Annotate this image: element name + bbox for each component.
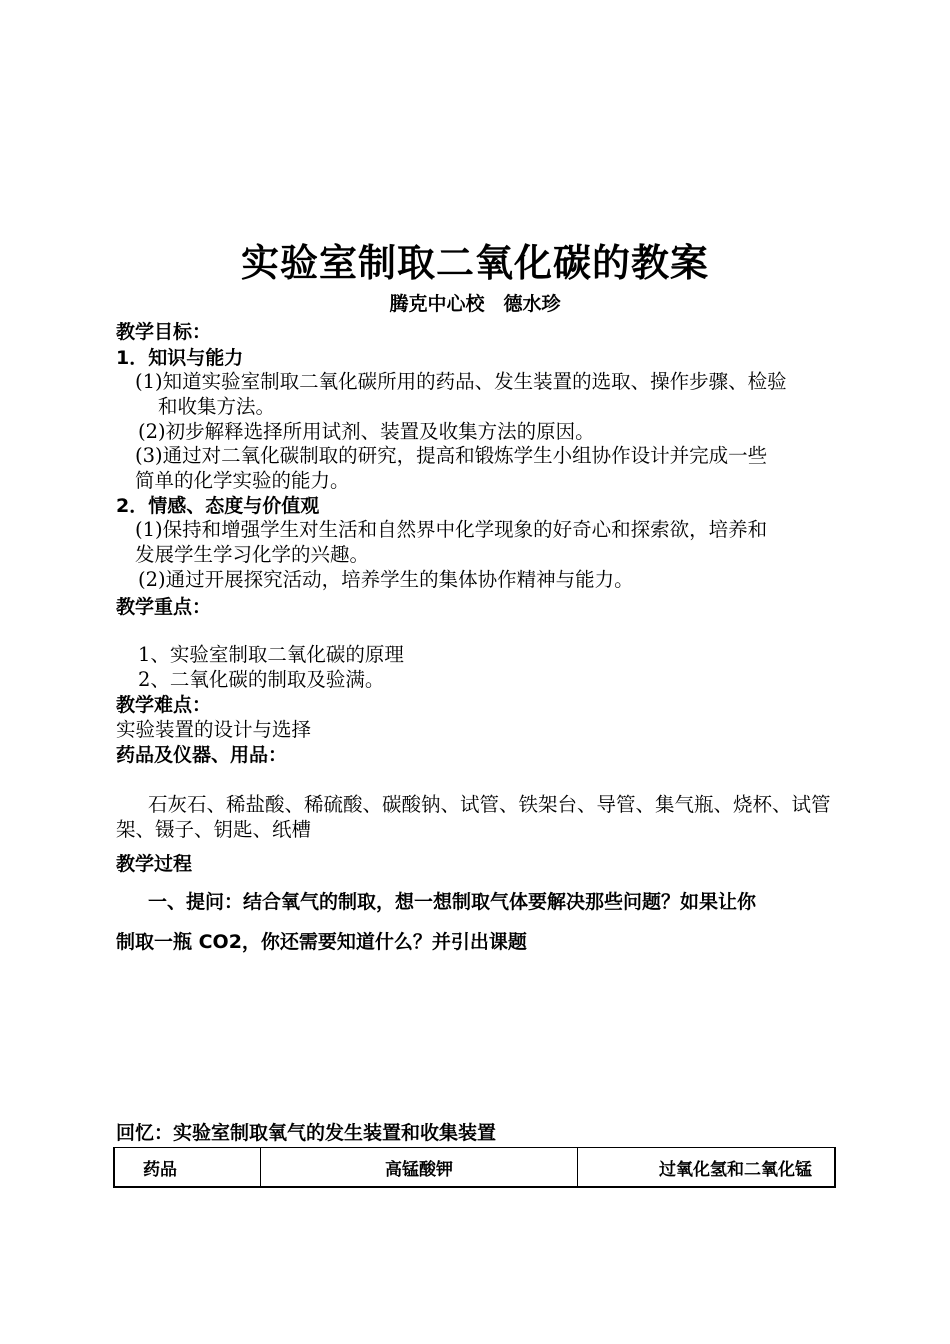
review-table: [113, 1147, 836, 1188]
materials-line1: 石灰石、稀盐酸、稀硫酸、碳酸钠、试管、铁架台、导管、集气瓶、烧杯、试管: [148, 793, 831, 816]
objective-1-3-line1: (3)通过对二氧化碳制取的研究，提高和锻炼学生小组协作设计并完成一些: [135, 444, 768, 467]
process-question-line2: 制取一瓶 CO2，你还需要知道什么？并引出课题: [116, 931, 527, 953]
cell-drug-label: 药品: [143, 1159, 177, 1180]
knowledge-ability-heading: 1．知识与能力: [116, 347, 244, 369]
review-heading: 回忆：实验室制取氧气的发生装置和收集装置: [116, 1122, 497, 1144]
objective-1-2: (2)初步解释选择所用试剂、装置及收集方法的原因。: [138, 420, 595, 443]
key-point-1: 1、实验室制取二氧化碳的原理: [138, 643, 404, 666]
objective-1-1-line1: (1)知道实验室制取二氧化碳所用的药品、发生装置的选取、操作步骤、检验: [135, 370, 787, 393]
table-cell: [261, 1148, 578, 1188]
document-title: 实验室制取二氧化碳的教案: [240, 241, 709, 285]
cell-hydrogen-peroxide: 过氧化氢和二氧化锰: [659, 1159, 812, 1180]
objective-1-1-line2: 和收集方法。: [158, 395, 276, 418]
objective-2-2: (2)通过开展探究活动，培养学生的集体协作精神与能力。: [138, 568, 634, 591]
key-point-2: 2、二氧化碳的制取及验满。: [138, 668, 385, 691]
attitude-values-heading: 2．情感、态度与价值观: [116, 495, 320, 517]
materials-line2: 架、镊子、钥匙、纸槽: [116, 818, 312, 841]
process-heading: 教学过程: [116, 853, 193, 875]
objectives-heading: 教学目标：: [116, 321, 212, 343]
materials-heading: 药品及仪器、用品：: [116, 744, 288, 766]
process-question-line1: 一、提问：结合氧气的制取，想一想制取气体要解决那些问题？如果让你: [148, 891, 757, 913]
table-row: [114, 1148, 835, 1188]
objective-2-1-line1: (1)保持和增强学生对生活和自然界中化学现象的好奇心和探索欲，培养和: [135, 518, 768, 541]
objective-1-3-line2: 简单的化学实验的能力。: [135, 469, 350, 492]
author-line: 腾克中心校 德水珍: [389, 293, 561, 315]
cell-potassium-permanganate: 高锰酸钾: [385, 1159, 453, 1180]
difficulty-heading: 教学难点：: [116, 694, 212, 716]
objective-2-1-line2: 发展学生学习化学的兴趣。: [135, 543, 370, 566]
key-points-heading: 教学重点：: [116, 596, 212, 618]
table-cell: [114, 1148, 261, 1188]
difficulty-text: 实验装置的设计与选择: [116, 718, 312, 741]
table-cell: [578, 1148, 836, 1188]
